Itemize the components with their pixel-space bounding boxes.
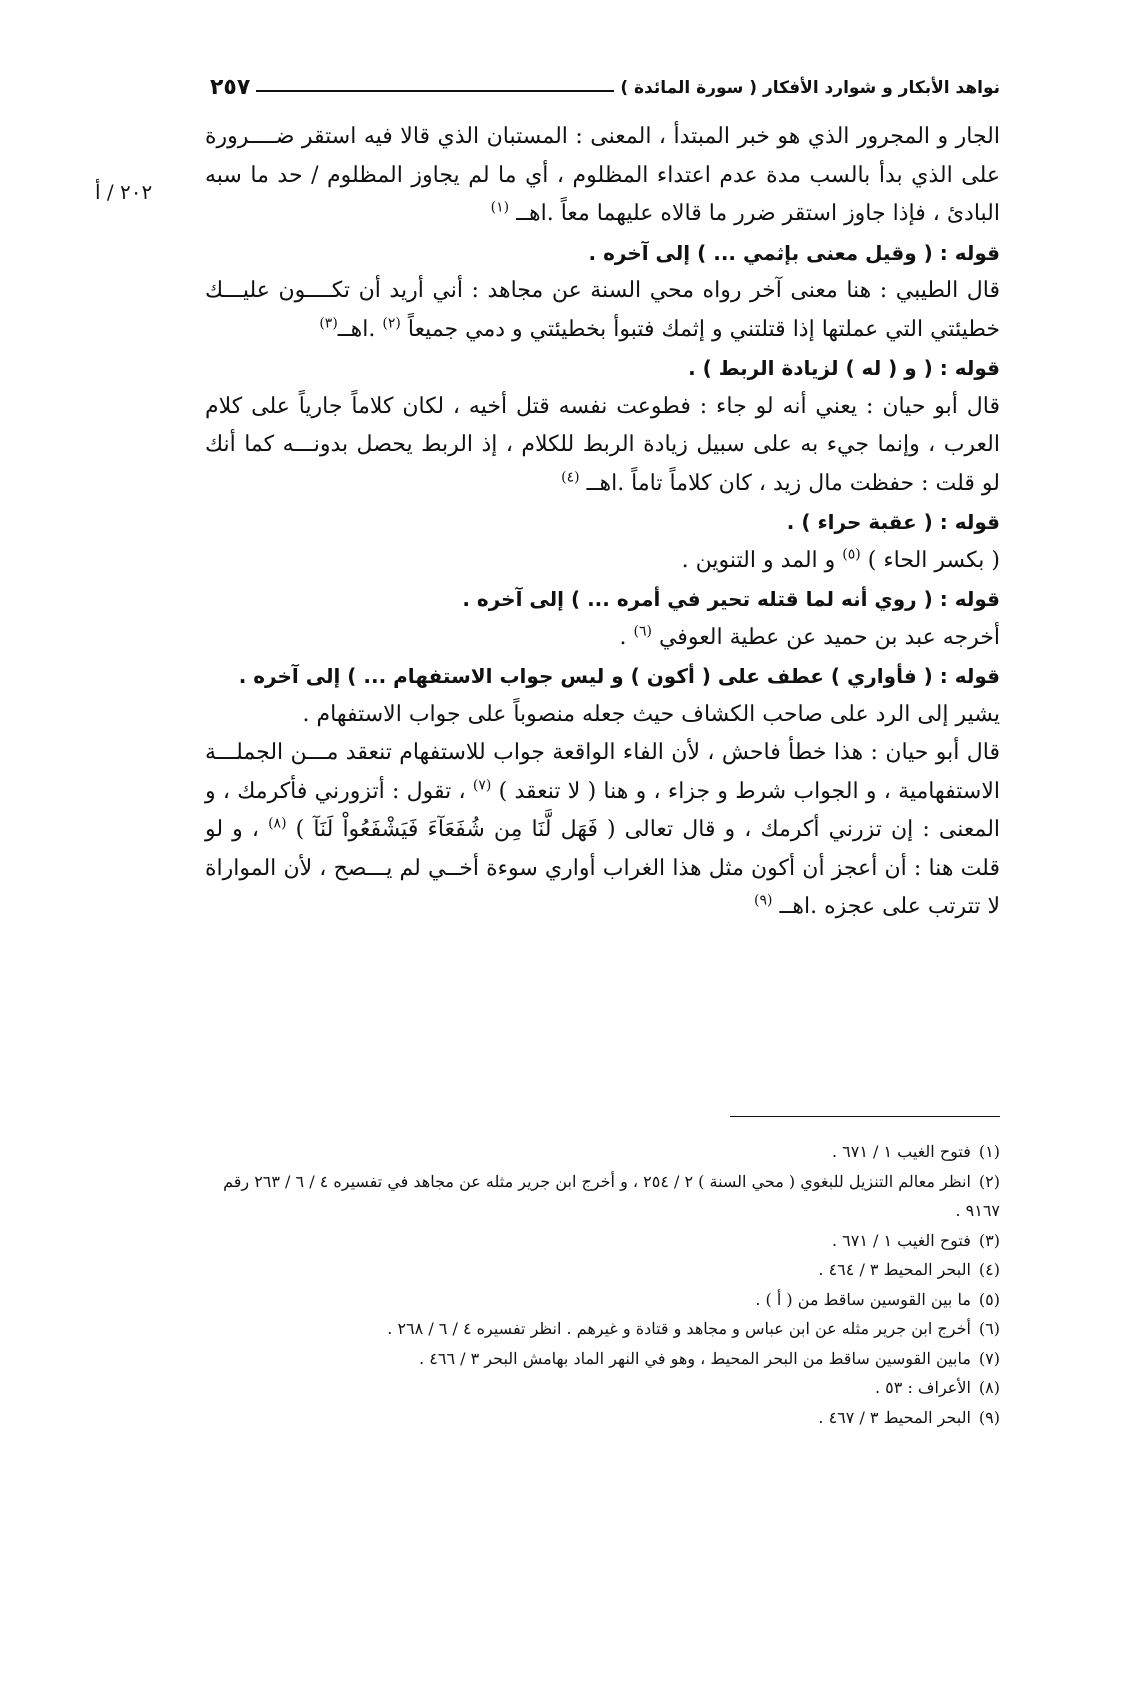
footnote-text: ما بين القوسين ساقط من ( أ ) . <box>755 1289 971 1309</box>
footnote <box>205 1255 1000 1285</box>
footnotes <box>205 1137 1000 1432</box>
footnote-ref: (١) <box>490 199 510 216</box>
footnote-number: (٤) <box>978 1260 1000 1279</box>
footnote <box>205 1373 1000 1403</box>
footnote-number: (٩) <box>978 1407 1000 1427</box>
body-text-end: و المد و التنوين . <box>681 547 836 573</box>
footnote-number: (٨) <box>978 1378 1000 1397</box>
footnote-ref: (٥) <box>842 546 861 563</box>
body-text: الجار و المجرور الذي هو خبر المبتدأ ، المعنى : المستبان الذي قالا فيه استقر ضــــرورة على الذي بدأ بالسب مدة عدم اعتداء المظلوم ، أي ما لم يجاوز المظلوم / حد ما سبه البادئ ، فإذا جاوز استقر ضرر ما قالاه عليهما معاً .اهــ <box>205 124 1000 226</box>
footnote-text: أخرج ابن جرير مثله عن ابن عباس و مجاهد و قتادة و غيرهم . انظر تفسيره ٤ / ٦ / ٢٦٨ . <box>387 1319 971 1338</box>
body-paragraph-4 <box>205 542 1000 581</box>
section-heading-1: قوله : ( وقيل معنى بإثمي ... ) إلى آخره . <box>588 240 1000 265</box>
footnote <box>205 1167 1000 1226</box>
footnote-ref: (٧) <box>472 777 492 794</box>
footnote <box>205 1314 1000 1344</box>
footnote <box>205 1285 1000 1315</box>
body-text-mid: ، تقول : أتزورني فأكرمك ، و المعنى : إن تزرني أكرمك ، و قال تعالى ( فَهَل لَّنَا مِن شُفَعَآءَ فَيَشْفَعُواْ لَنَآ ) <box>205 778 1001 842</box>
body-paragraph-7 <box>205 734 1000 927</box>
footnote-text: فتوح الغيب ١ / ٦٧١ . <box>831 1142 971 1161</box>
body-text: قال أبو حيان : يعني أنه لو جاء : فطوعت نفسه قتل أخيه ، لكان كلاماً جارياً على كلام العرب ، وإنما جيء به على سبيل زيادة الربط للكلام ، إذ الربط يحصل بدونـــه كما أنك لو قلت : حفظت مال زيد ، كان كلاماً تاماً .اهــ <box>205 393 1000 496</box>
footnote-ref: (٣) <box>319 315 338 332</box>
body-text: ( بكسر الحاء ) <box>867 547 1000 573</box>
footnote-number: (١) <box>978 1142 1000 1161</box>
body-text: قال أبو حيان : هذا خطأ فاحش ، لأن الفاء الواقعة جواب للاستفهام تنعقد مـــن الجملـــة الاستفهامية ، و الجواب شرط و جزاء ، و هنا ( لا تنعقد ) <box>205 740 1000 804</box>
footnote-ref: (٨) <box>268 815 287 832</box>
body-paragraph-1 <box>205 118 1000 234</box>
footnote-number: (٢) <box>978 1171 1000 1191</box>
running-header <box>210 62 1000 102</box>
footnote-ref: (٦) <box>633 623 652 640</box>
body-text-end: . <box>619 624 627 650</box>
footnote-text: انظر معالم التنزيل للبغوي ( محي السنة ) ٢ / ٢٥٤ ، و أخرج ابن جرير مثله عن مجاهد في تفسيره ٤ / ٦ / ٢٦٣ رقم ٩١٦٧ . <box>223 1171 1000 1220</box>
section-heading-4: قوله : ( روي أنه لما قتله تحير في أمره ... ) إلى آخره . <box>462 587 1000 611</box>
body-text: أخرجه عبد بن حميد عن عطية العوفي <box>658 624 1000 650</box>
body-paragraph-5 <box>205 619 1000 658</box>
body-text: قال الطيبي : هنا معنى آخر رواه محي السنة عن مجاهد : أني أريد أن تكــــون عليـــك خطيئتي التي عملتها إذا قتلتني و إثمك فتبوأ بخطيئتي و دمي جميعاً <box>205 278 1000 342</box>
body-paragraph-2 <box>205 272 1000 349</box>
body-paragraph-6: يشير إلى الرد على صاحب الكشاف حيث جعله منصوباً على جواب الاستفهام . <box>302 701 1000 727</box>
footnote-text: البحر المحيط ٣ / ٤٦٧ . <box>818 1407 971 1427</box>
page-number: ٢٥٧ <box>210 75 251 100</box>
footnote-ref: (٢) <box>382 315 401 332</box>
footnote-number: (٥) <box>978 1289 1000 1309</box>
footnote <box>205 1137 1000 1167</box>
footnote-ref: (٤) <box>561 469 580 486</box>
footnote <box>205 1403 1000 1433</box>
footnote-number: (٧) <box>978 1348 1000 1368</box>
footnote <box>205 1344 1000 1374</box>
manuscript-folio-note: ٢٠٢ / أ <box>95 180 153 204</box>
main-text <box>205 118 1000 927</box>
footnote-text: البحر المحيط ٣ / ٤٦٤ . <box>818 1260 971 1279</box>
section-heading-5: قوله : ( فأواري ) عطف على ( أكون ) و ليس جواب الاستفهام ... ) إلى آخره . <box>238 664 1000 688</box>
footnote-number: (٣) <box>978 1230 1000 1250</box>
section-heading-3: قوله : ( عقبة حراء ) . <box>786 510 1000 534</box>
body-text-end: .اهــ <box>337 316 376 342</box>
header-title: نواهد الأبكار و شوارد الأفكار ( سورة المائدة ) <box>620 78 1000 98</box>
body-text-end: ، و لو قلت هنا : أن أعجز أن أكون مثل هذا الغراب أواري سوءة أخــي لم يـــصح ، لأن المواراة لا تترتب على عجزه .اهــ <box>205 817 1000 919</box>
section-heading-2: قوله : ( و ( له ) لزيادة الربط ) . <box>688 356 1000 380</box>
body-paragraph-3 <box>205 388 1000 504</box>
footnote-separator <box>730 1116 1000 1117</box>
footnote <box>205 1226 1000 1256</box>
header-rule <box>256 90 614 92</box>
footnote-text: فتوح الغيب ١ / ٦٧١ . <box>831 1230 971 1250</box>
footnote-ref: (٩) <box>754 892 773 909</box>
footnote-number: (٦) <box>978 1319 1000 1338</box>
footnote-text: الأعراف : ٥٣ . <box>875 1378 971 1397</box>
footnote-text: مابين القوسين ساقط من البحر المحيط ، وهو في النهر الماد بهامش البحر ٣ / ٤٦٦ . <box>419 1348 971 1368</box>
